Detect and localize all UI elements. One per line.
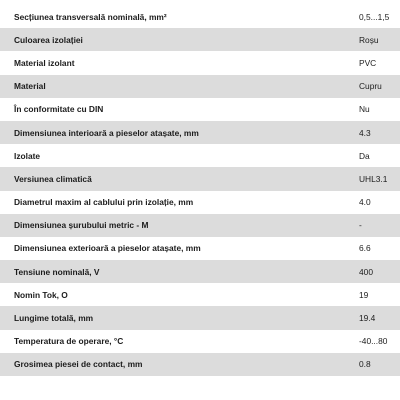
spec-value: 400 [359,266,373,277]
spec-row-rated-current [0,283,400,306]
spec-row-contact-thickness [0,353,400,376]
spec-row-rated-voltage [0,260,400,283]
spec-row-climate-version [0,167,400,190]
spec-value: 4.0 [359,197,371,208]
specifications-table [0,5,400,376]
spec-row-max-cable-diameter [0,191,400,214]
spec-row-material [0,75,400,98]
spec-label: Material [14,81,46,92]
spec-value: -40...80 [359,336,388,347]
spec-label: Diametrul maxim al cablului prin izolație, mm [14,197,194,208]
spec-label: Izolate [14,150,41,161]
spec-row-total-length [0,306,400,329]
spec-row-insulation-color [0,28,400,51]
spec-label: Tensiune nominală, V [14,266,100,277]
spec-label: Material izolant [14,57,75,68]
spec-value: Nu [359,104,370,115]
spec-label: Dimensiunea șurubului metric - M [14,220,149,231]
spec-value: Cupru [359,81,382,92]
spec-label: Dimensiunea interioară a pieselor atașate, mm [14,127,199,138]
spec-row-insulation-material [0,51,400,74]
spec-value: 19 [359,289,369,300]
spec-value: 0,5...1,5 [359,11,390,22]
spec-label: Grosimea piesei de contact, mm [14,359,143,370]
spec-row-outer-dimension [0,237,400,260]
spec-value: PVC [359,57,377,68]
spec-row-inner-dimension [0,121,400,144]
spec-label: În conformitate cu DIN [14,104,104,115]
spec-value: Roșu [359,34,379,45]
spec-label: Versiunea climatică [14,173,92,184]
spec-row-din-compliance [0,98,400,121]
spec-row-metric-screw-size [0,214,400,237]
spec-row-insulated [0,144,400,167]
spec-label: Secțiunea transversală nominală, mm² [14,11,167,22]
spec-label: Lungime totală, mm [14,313,94,324]
spec-value: 6.6 [359,243,371,254]
spec-label: Dimensiunea exterioară a pieselor atașate, mm [14,243,201,254]
spec-value: - [359,220,362,231]
spec-label: Nomin Tok, O [14,289,68,300]
spec-label: Culoarea izolației [14,34,83,45]
spec-row-operating-temperature [0,330,400,353]
spec-value: 19.4 [359,313,376,324]
spec-row-cross-section [0,5,400,28]
spec-label: Temperatura de operare, °C [14,336,124,347]
spec-value: UHL3.1 [359,173,388,184]
spec-value: 4.3 [359,127,371,138]
spec-value: Da [359,150,370,161]
spec-value: 0.8 [359,359,371,370]
